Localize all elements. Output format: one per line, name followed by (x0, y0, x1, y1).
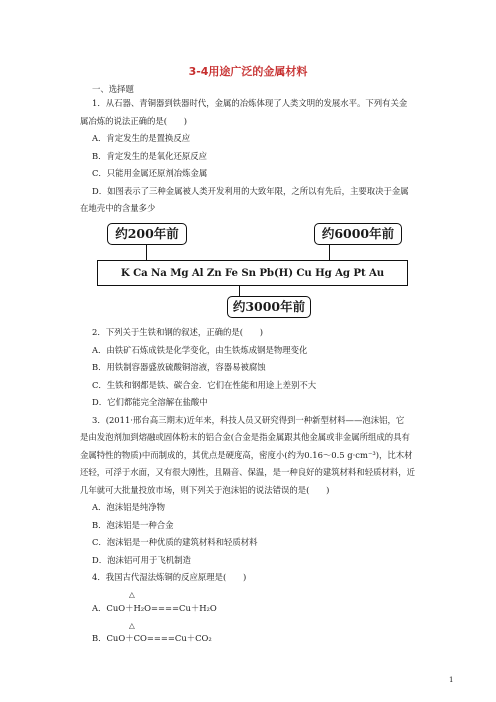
q1-option-d-line2: 在地壳中的含量多少 (80, 203, 156, 213)
q3-stem-line2: 是由发泡剂加到熔融或固体粉末的铝合金(合金是指金属跟其他金属或非金属所组成的具有 (80, 432, 410, 442)
q4-heat-symbol-a: △ (129, 590, 135, 599)
q4-stem: 4．我国古代湿法炼铜的反应原理是( ) (92, 572, 247, 582)
q4-heat-symbol-b: △ (129, 621, 135, 630)
label-200-years: 约200年前 (107, 223, 187, 245)
q2-option-a: A．由铁矿石炼成铁是化学变化，由生铁炼成钢是物理变化 (92, 345, 308, 355)
section-heading: 一、选择题 (92, 84, 134, 94)
q2-option-c: C．生铁和钢都是铁、碳合金．它们在性能和用途上差别不大 (92, 380, 317, 390)
connector-3000 (239, 285, 240, 296)
label-3000-years: 约3000年前 (227, 296, 311, 318)
q3-stem-line5: 几年就可大批量投放市场，则下列关于泡沫铝的说法错误的是( ) (80, 485, 330, 495)
page-title: 3-4用途广泛的金属材料 (188, 65, 308, 78)
q3-option-a: A．泡沫铝是纯净物 (92, 502, 166, 512)
metal-history-figure (97, 222, 408, 320)
metal-activity-series: K Ca Na Mg Al Zn Fe Sn Pb(H) Cu Hg Ag Pt Au (97, 260, 408, 286)
label-6000-years: 约6000年前 (314, 223, 402, 245)
q2-stem: 2．下列关于生铁和钢的叙述，正确的是( ) (92, 327, 263, 337)
connector-200 (146, 244, 147, 260)
q3-option-d: D．泡沫铝可用于飞机制造 (92, 555, 191, 565)
q1-stem-line1: 1．从石器、青铜器到铁器时代，金属的冶炼体现了人类文明的发展水平。下列有关金 (92, 98, 408, 108)
q4-option-b: B．CuO＋CO====Cu＋CO₂ (92, 633, 212, 643)
q2-option-b: B．用铁制容器盛放硫酸铜溶液，容器易被腐蚀 (92, 362, 266, 372)
q3-stem-line3: 金属特性的物质)中而制成的，其优点是硬度高，密度小(约为0.16～0.5 g·cm⁻³)，比木材 (80, 450, 413, 460)
q1-option-c: C．只能用金属还原剂冶炼金属 (92, 168, 208, 178)
q1-option-b: B．肯定发生的是氧化还原反应 (92, 151, 208, 161)
q3-option-b: B．泡沫铝是一种合金 (92, 520, 174, 530)
q3-stem-line1: 3．(2011·邢台高三期末)近年来，科技人员又研究得到一种新型材料——泡沫铝，它 (92, 415, 405, 425)
q2-option-d: D．它们都能完全溶解在盐酸中 (92, 397, 208, 407)
q1-option-d-line1: D．如图表示了三种金属被人类开发利用的大致年限，之所以有先后，主要取决于金属 (92, 186, 409, 196)
q1-stem-line2: 属冶炼的说法正确的是( ) (80, 116, 188, 126)
q1-option-a: A．肯定发生的是置换反应 (92, 133, 191, 143)
q3-option-c: C．泡沫铝是一种优质的建筑材料和轻质材料 (92, 537, 258, 547)
q4-option-a: A．CuO＋H₂O====Cu＋H₂O (92, 603, 217, 613)
connector-6000 (329, 244, 330, 260)
page-number: 1 (449, 676, 454, 684)
q3-stem-line4: 还轻，可浮于水面，又有很大刚性，且隔音、保温，是一种良好的建筑材料和轻质材料，近 (80, 467, 415, 477)
